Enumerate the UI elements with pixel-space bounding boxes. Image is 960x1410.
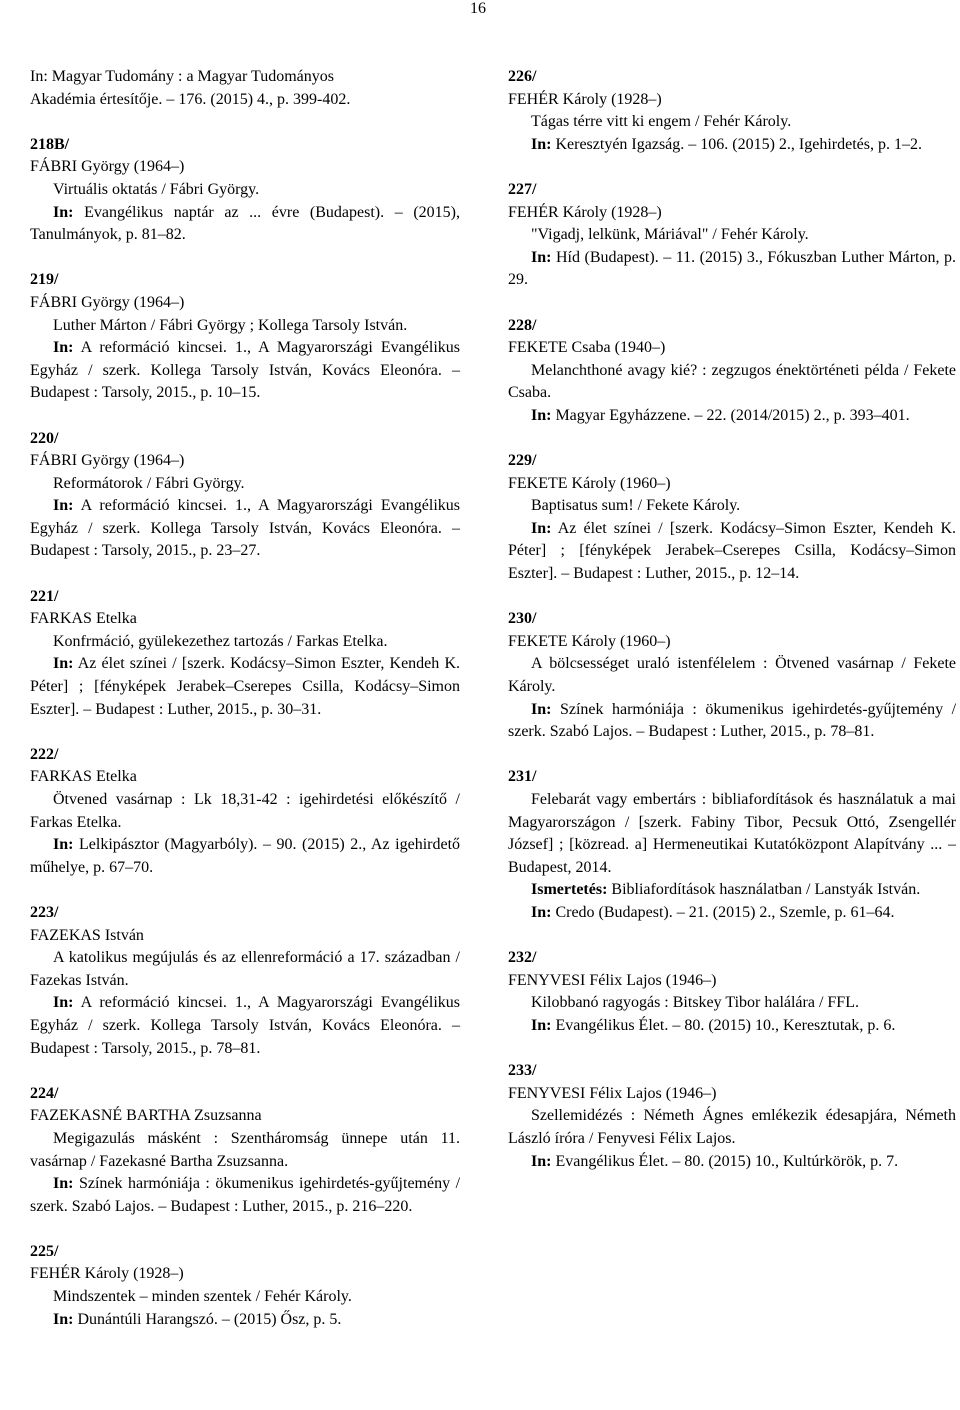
entry-number: 222/ bbox=[30, 745, 59, 763]
right-column bbox=[508, 66, 956, 1196]
entry-source bbox=[508, 247, 956, 292]
entry-number: 232/ bbox=[508, 949, 537, 967]
entry-source bbox=[30, 495, 460, 563]
entry-author: FÁBRI György (1964–) bbox=[30, 158, 185, 176]
entry-source bbox=[508, 902, 956, 925]
entry-title: Szellemidézés : Németh Ágnes emlékezik édesapjára, Németh László íróra / Fenyvesi Félix Lajos. bbox=[508, 1107, 956, 1147]
entry-source bbox=[508, 699, 956, 744]
entry-232 bbox=[508, 947, 956, 1037]
in-label: In: bbox=[53, 203, 74, 221]
in-label: In: bbox=[531, 519, 552, 537]
entry-title: "Vigadj, lelkünk, Máriával" / Fehér Károly. bbox=[531, 226, 809, 244]
source-text: Evangélikus Élet. – 80. (2015) 10., Kultúrkörök, p. 7. bbox=[555, 1152, 899, 1170]
entry-number: 231/ bbox=[508, 768, 537, 786]
entry-228 bbox=[508, 315, 956, 428]
entry-title: Virtuális oktatás / Fábri György. bbox=[53, 180, 260, 198]
entry-source bbox=[30, 653, 460, 721]
entry-source bbox=[508, 518, 956, 586]
entry-author: FÁBRI György (1964–) bbox=[30, 293, 185, 311]
source-text: Lelkipásztor (Magyarbóly). – 90. (2015) 2., Az igehirdető műhelye, p. 67–70. bbox=[30, 836, 461, 876]
in-label: In: bbox=[531, 406, 552, 424]
entry-title: A bölcsességet uraló istenfélelem : Ötvened vasárnap / Fekete Károly. bbox=[508, 655, 956, 696]
entry-226 bbox=[508, 66, 956, 156]
in-label: In: bbox=[53, 836, 74, 854]
source-text: Az élet színei / [szerk. Kodácsy–Simon Eszter, Kendeh K. Péter] ; [fényképek Jerabek–Cserepes Csilla, Kodácsy–Simon Eszter]. – Budapest : Luther, 2015., p. 30–31. bbox=[30, 655, 460, 718]
entry-author: FENYVESI Félix Lajos (1946–) bbox=[508, 971, 717, 989]
entry-author: FAZEKAS István bbox=[30, 926, 144, 944]
entry-title: Konfrmáció, gyülekezethez tartozás / Farkas Etelka. bbox=[53, 632, 388, 650]
source-text: Színek harmóniája : ökumenikus igehirdetés-gyűjtemény / szerk. Szabó Lajos. – Budapest : Luther, 2015., p. 216–220. bbox=[30, 1175, 461, 1215]
in-label: In: bbox=[53, 994, 74, 1012]
in-label: In: bbox=[531, 1152, 552, 1170]
in-label: In: bbox=[53, 497, 74, 515]
source-text: Evangélikus Élet. – 80. (2015) 10., Keresztutak, p. 6. bbox=[555, 1016, 896, 1034]
entry-227 bbox=[508, 179, 956, 292]
entry-title: A katolikus megújulás és az ellenreformáció a 17. században / Fazekas István. bbox=[30, 949, 460, 989]
entry-author: FAZEKASNÉ BARTHA Zsuzsanna bbox=[30, 1107, 262, 1125]
review-text: Bibliafordítások használatban / Lanstyák István. bbox=[611, 881, 921, 899]
entry-source bbox=[508, 1015, 956, 1038]
in-label: In: bbox=[53, 339, 74, 357]
entry-title: Luther Márton / Fábri György ; Kollega Tarsoly István. bbox=[53, 316, 408, 334]
entry-source bbox=[30, 202, 460, 247]
review-label: Ismertetés: bbox=[531, 881, 608, 899]
entry-229 bbox=[508, 450, 956, 586]
entry-author: FEHÉR Károly (1928–) bbox=[508, 90, 662, 108]
entry-number: 220/ bbox=[30, 429, 59, 447]
left-column bbox=[30, 66, 460, 1354]
in-label: In: bbox=[531, 248, 552, 266]
source-text: Evangélikus naptár az ... évre (Budapest). – (2015), Tanulmányok, p. 81–82. bbox=[30, 203, 460, 244]
entry-title: Baptisatus sum! / Fekete Károly. bbox=[531, 497, 741, 515]
entry-author: FEKETE Károly (1960–) bbox=[508, 632, 671, 650]
entry-222 bbox=[30, 744, 460, 880]
entry-number: 228/ bbox=[508, 316, 537, 334]
entry-author: FENYVESI Félix Lajos (1946–) bbox=[508, 1084, 717, 1102]
source-text: Dunántúli Harangszó. – (2015) Ősz, p. 5. bbox=[77, 1310, 342, 1328]
entry-source bbox=[508, 405, 956, 428]
entry-source bbox=[508, 134, 956, 157]
source-text: A reformáció kincsei. 1., A Magyarországi Evangélikus Egyház / szerk. Kollega Tarsoly István, Kovács Eleonóra. – Budapest : Tarsoly, 2015., p. 78–81. bbox=[30, 994, 461, 1057]
entry-title: Mindszentek – minden szentek / Fehér Károly. bbox=[53, 1288, 352, 1306]
source-text: Színek harmóniája : ökumenikus igehirdetés-gyűjtemény / szerk. Szabó Lajos. – Budapest : Luther, 2015., p. 78–81. bbox=[508, 700, 957, 741]
entry-number: 219/ bbox=[30, 271, 59, 289]
entry-number: 223/ bbox=[30, 903, 59, 921]
entry-number: 226/ bbox=[508, 68, 537, 85]
in-label: In: bbox=[531, 1016, 552, 1034]
source-text: A reformáció kincsei. 1., A Magyarországi Evangélikus Egyház / szerk. Kollega Tarsoly István, Kovács Eleonóra. – Budapest : Tarsoly, 2015., p. 10–15. bbox=[30, 339, 461, 402]
entry-author: FARKAS Etelka bbox=[30, 768, 137, 786]
entry-number: 221/ bbox=[30, 587, 59, 605]
entry-218b bbox=[30, 134, 460, 247]
entry-author: FEHÉR Károly (1928–) bbox=[508, 203, 662, 221]
entry-author: FÁBRI György (1964–) bbox=[30, 452, 185, 470]
entry-number: 224/ bbox=[30, 1084, 59, 1102]
in-label: In: bbox=[53, 655, 74, 673]
entry-224 bbox=[30, 1083, 460, 1219]
entry-title: Kilobbanó ragyogás : Bitskey Tibor halálára / FFL. bbox=[531, 994, 859, 1012]
entry-source bbox=[30, 1309, 460, 1332]
entry-author: FARKAS Etelka bbox=[30, 610, 137, 628]
entry-title: Felebarát vagy embertárs : bibliafordítások és használatuk a mai Magyarországon / [szerk. Fabiny Tibor, Pecsuk Ottó, Zsengellér József] ; [közread. a] Hermeneutikai Kutatóközpont Alapítvány ... – Budapest, 2014. bbox=[508, 791, 956, 876]
entry-review bbox=[508, 879, 956, 902]
in-label: In: bbox=[531, 903, 552, 921]
source-text: Magyar Egyházzene. – 22. (2014/2015) 2., p. 393–401. bbox=[555, 406, 910, 424]
entry-233 bbox=[508, 1060, 956, 1173]
source-text: Híd (Budapest). – 11. (2015) 3., Fókuszban Luther Márton, p. 29. bbox=[508, 248, 957, 289]
entry-231 bbox=[508, 766, 956, 924]
entry-title: Ötvened vasárnap : Lk 18,31-42 : igehirdetési előkészítő / Farkas Etelka. bbox=[30, 791, 460, 831]
entry-number: 227/ bbox=[508, 180, 537, 198]
entry-intro bbox=[30, 66, 460, 111]
page-number: 16 bbox=[470, 0, 486, 17]
entry-source bbox=[30, 337, 460, 405]
entry-title: Reformátorok / Fábri György. bbox=[53, 474, 245, 492]
source-text: Keresztyén Igazság. – 106. (2015) 2., Igehirdetés, p. 1–2. bbox=[555, 135, 923, 153]
entry-220 bbox=[30, 428, 460, 564]
intro-line: In: Magyar Tudomány : a Magyar Tudományos bbox=[30, 68, 334, 85]
source-text: Az élet színei / [szerk. Kodácsy–Simon Eszter, Kendeh K. Péter] ; [fényképek Jerabek–Cserepes Csilla, Kodácsy–Simon Eszter]. – Budapest : Luther, 2015., p. 12–14. bbox=[508, 519, 956, 583]
source-text: Credo (Budapest). – 21. (2015) 2., Szemle, p. 61–64. bbox=[555, 903, 895, 921]
entry-number: 233/ bbox=[508, 1062, 537, 1080]
in-label: In: bbox=[531, 700, 552, 718]
entry-author: FEKETE Károly (1960–) bbox=[508, 474, 671, 492]
entry-source bbox=[30, 834, 460, 879]
source-text: A reformáció kincsei. 1., A Magyarországi Evangélikus Egyház / szerk. Kollega Tarsoly István, Kovács Eleonóra. – Budapest : Tarsoly, 2015., p. 23–27. bbox=[30, 497, 461, 560]
intro-line: Akadémia értesítője. – 176. (2015) 4., p. 399-402. bbox=[30, 90, 351, 108]
entry-source bbox=[30, 1173, 460, 1218]
entry-title: Tágas térre vitt ki engem / Fehér Károly. bbox=[531, 113, 792, 131]
entry-title: Megigazulás másként : Szentháromság ünnepe után 11. vasárnap / Fazekasné Bartha Zsuzsanna. bbox=[30, 1129, 460, 1170]
entry-author: FEKETE Csaba (1940–) bbox=[508, 339, 666, 357]
entry-source bbox=[30, 992, 460, 1060]
entry-number: 225/ bbox=[30, 1242, 59, 1260]
entry-title: Melanchthoné avagy kié? : zegzugos énektörténeti példa / Fekete Csaba. bbox=[508, 361, 956, 402]
entry-author: FEHÉR Károly (1928–) bbox=[30, 1265, 184, 1283]
entry-221 bbox=[30, 586, 460, 722]
entry-number: 230/ bbox=[508, 610, 537, 628]
entry-223 bbox=[30, 902, 460, 1060]
entry-219 bbox=[30, 269, 460, 405]
entry-number: 229/ bbox=[508, 452, 537, 470]
in-label: In: bbox=[53, 1175, 74, 1193]
entry-number: 218B/ bbox=[30, 135, 70, 153]
entry-230 bbox=[508, 608, 956, 744]
entry-225 bbox=[30, 1241, 460, 1331]
in-label: In: bbox=[53, 1310, 74, 1328]
in-label: In: bbox=[531, 135, 552, 153]
entry-source bbox=[508, 1151, 956, 1174]
